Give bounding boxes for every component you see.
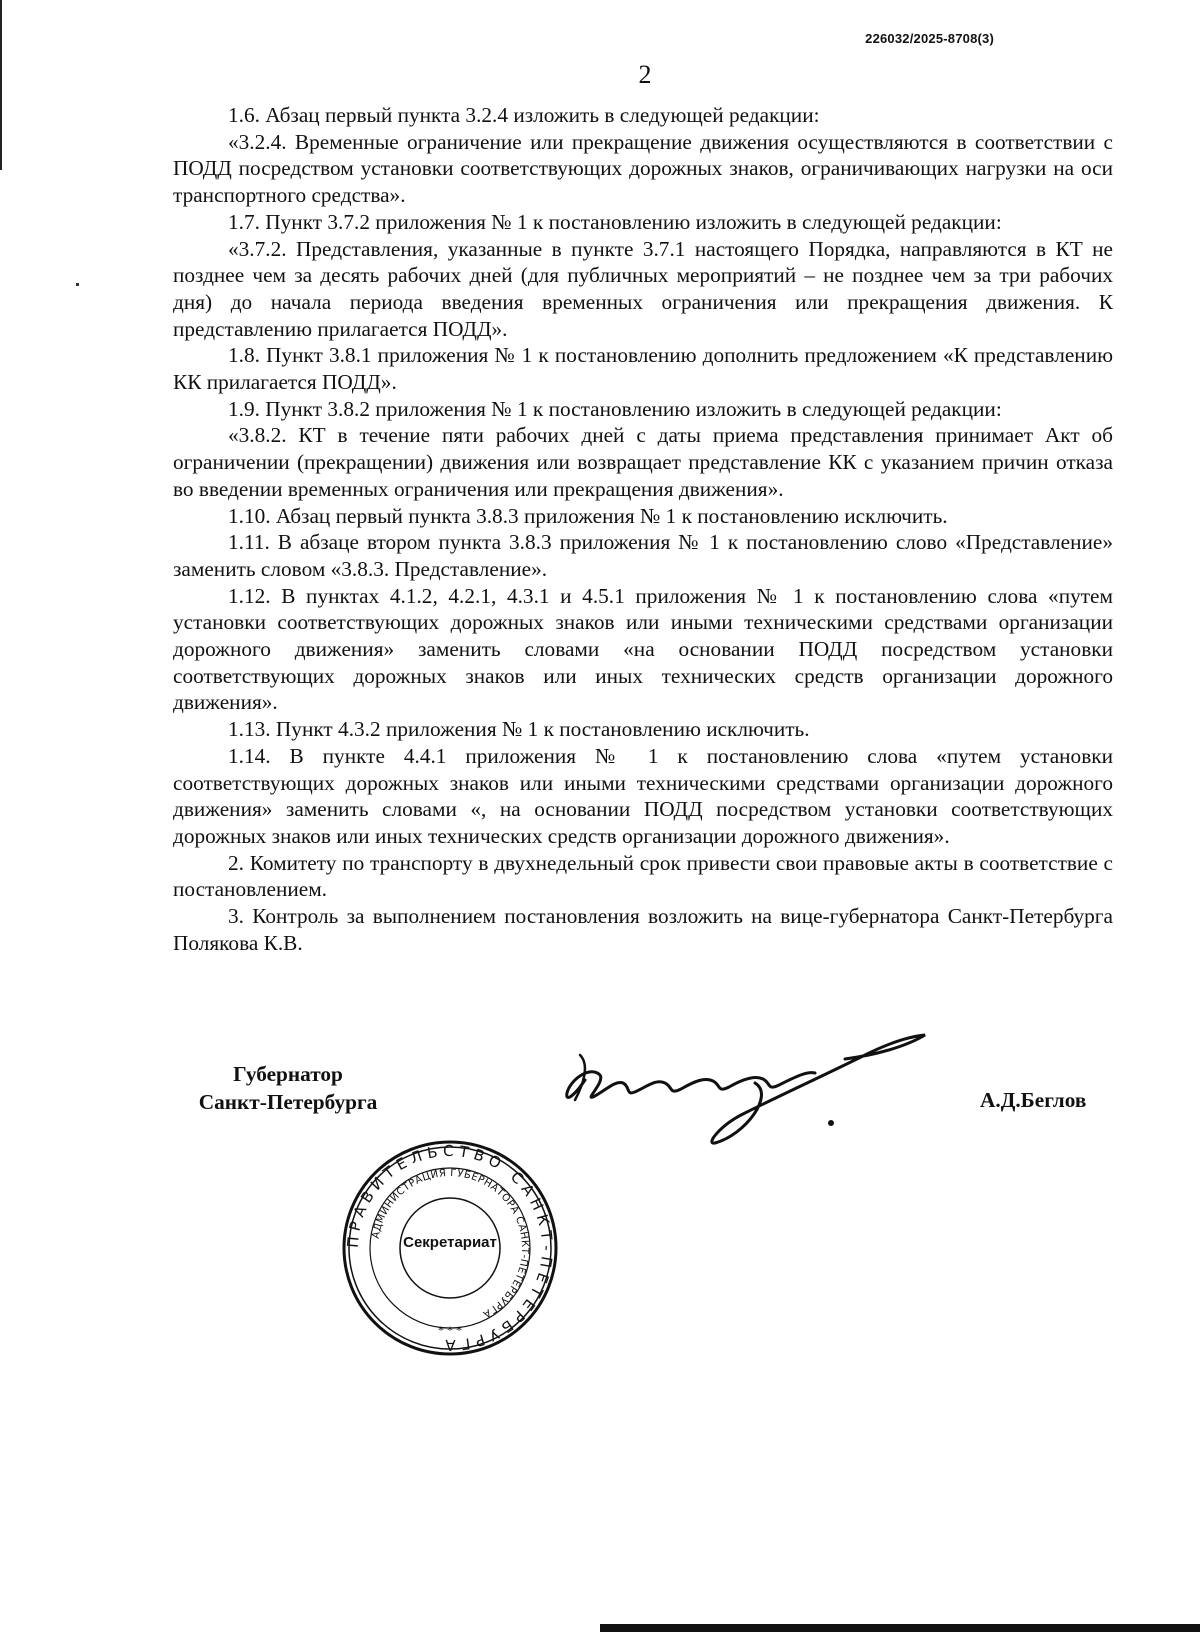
paragraph-3: 3. Контроль за выполнением постановления возложить на вице-губернатора Санкт-Петербурга Полякова К.В. [173, 904, 1113, 955]
paragraph-1-9: 1.9. Пункт 3.8.2 приложения № 1 к постановлению изложить в следующей редакции: [228, 396, 1002, 421]
paragraph-1-13: 1.13. Пункт 4.3.2 приложения № 1 к постановлению исключить. [228, 717, 810, 742]
paragraph-2: 2. Комитету по транспорту в двухнедельный срок привести свои правовые акты в соответствие с постановлением. [173, 850, 1113, 902]
seal-outer-text: ПРАВИТЕЛЬСТВО САНКТ-ПЕТЕРБУРГА [343, 1141, 557, 1355]
paragraph-1-6: 1.6. Абзац первый пункта 3.2.4 изложить в следующей редакции: [228, 103, 820, 127]
signer-title-line1: Губернатор [233, 1062, 343, 1086]
document-body [173, 102, 1113, 957]
paragraph-1-6-quote: «3.2.4. Временные ограничение или прекращение движения осуществляются в соответствии с ПОДД посредством установки соответствующих дорожных знаков, ограничивающих нагрузки на оси транспортного средства». [173, 129, 1113, 208]
seal-inner-text: АДМИНИСТРАЦИЯ ГУБЕРНАТОРА САНКТ-ПЕТЕРБУРГА [370, 1167, 531, 1320]
paragraph-1-12: 1.12. В пунктах 4.1.2, 4.2.1, 4.3.1 и 4.5.1 приложения № 1 к постановлению слова «путем установки соответствующих дорожных знаков или иными техническими средствами организации дорожного движения» заменить словами «на основании ПОДД посредством установки соответствующих дорожных знаков или иных технических средств организации дорожного движения». [173, 583, 1113, 715]
signature-block [0, 1060, 1200, 1180]
svg-text:* * *: * * * [438, 1323, 462, 1337]
signer-title [168, 1060, 408, 1116]
paragraph-1-8: 1.8. Пункт 3.8.1 приложения № 1 к постановлению дополнить предложением «К представлению КК прилагается ПОДД». [173, 343, 1113, 395]
scan-mark [76, 283, 79, 286]
handwritten-signature [545, 1025, 965, 1145]
paragraph-1-14: 1.14. В пункте 4.4.1 приложения № 1 к постановлению слова «путем установки соответствующих дорожных знаков или иными техническими средствами организации дорожного движения» заменить словами «, на основании ПОДД посредством установки соответствующих дорожных знаков или иных технических средств организации дорожного движения». [173, 743, 1113, 848]
official-seal [340, 1138, 560, 1358]
paragraph-1-10: 1.10. Абзац первый пункта 3.8.3 приложения № 1 к постановлению исключить. [228, 503, 948, 528]
paragraph-1-9-quote: «3.8.2. КТ в течение пяти рабочих дней с даты приема представления принимает Акт об ограничении (прекращении) движения или возвращает представление КК с указанием причин отказа во введении временных ограничения или прекращения движения». [173, 423, 1113, 501]
signer-title-line2: Санкт-Петербурга [198, 1090, 378, 1114]
paragraph-1-11: 1.11. В абзаце втором пункта 3.8.3 приложения № 1 к постановлению слово «Представление» заменить словом «3.8.3. Представление». [173, 530, 1113, 581]
signer-name: А.Д.Беглов [980, 1088, 1087, 1112]
document-registration-number: 226032/2025-8708(3) [865, 31, 994, 46]
scan-edge-bottom [600, 1624, 1200, 1632]
paragraph-1-7: 1.7. Пункт 3.7.2 приложения № 1 к постановлению изложить в следующей редакции: [228, 209, 1002, 234]
page-number: 2 [638, 60, 652, 89]
paragraph-1-7-quote: «3.7.2. Представления, указанные в пункте 3.7.1 настоящего Порядка, направляются в КТ не позднее чем за десять рабочих дней (для публичных мероприятий – не позднее чем за три рабочих дня) до начала периода введения временных ограничения или прекращения движения. К представлению прилагается ПОДД». [173, 236, 1113, 341]
seal-center-label: Секретариат [403, 1234, 497, 1251]
